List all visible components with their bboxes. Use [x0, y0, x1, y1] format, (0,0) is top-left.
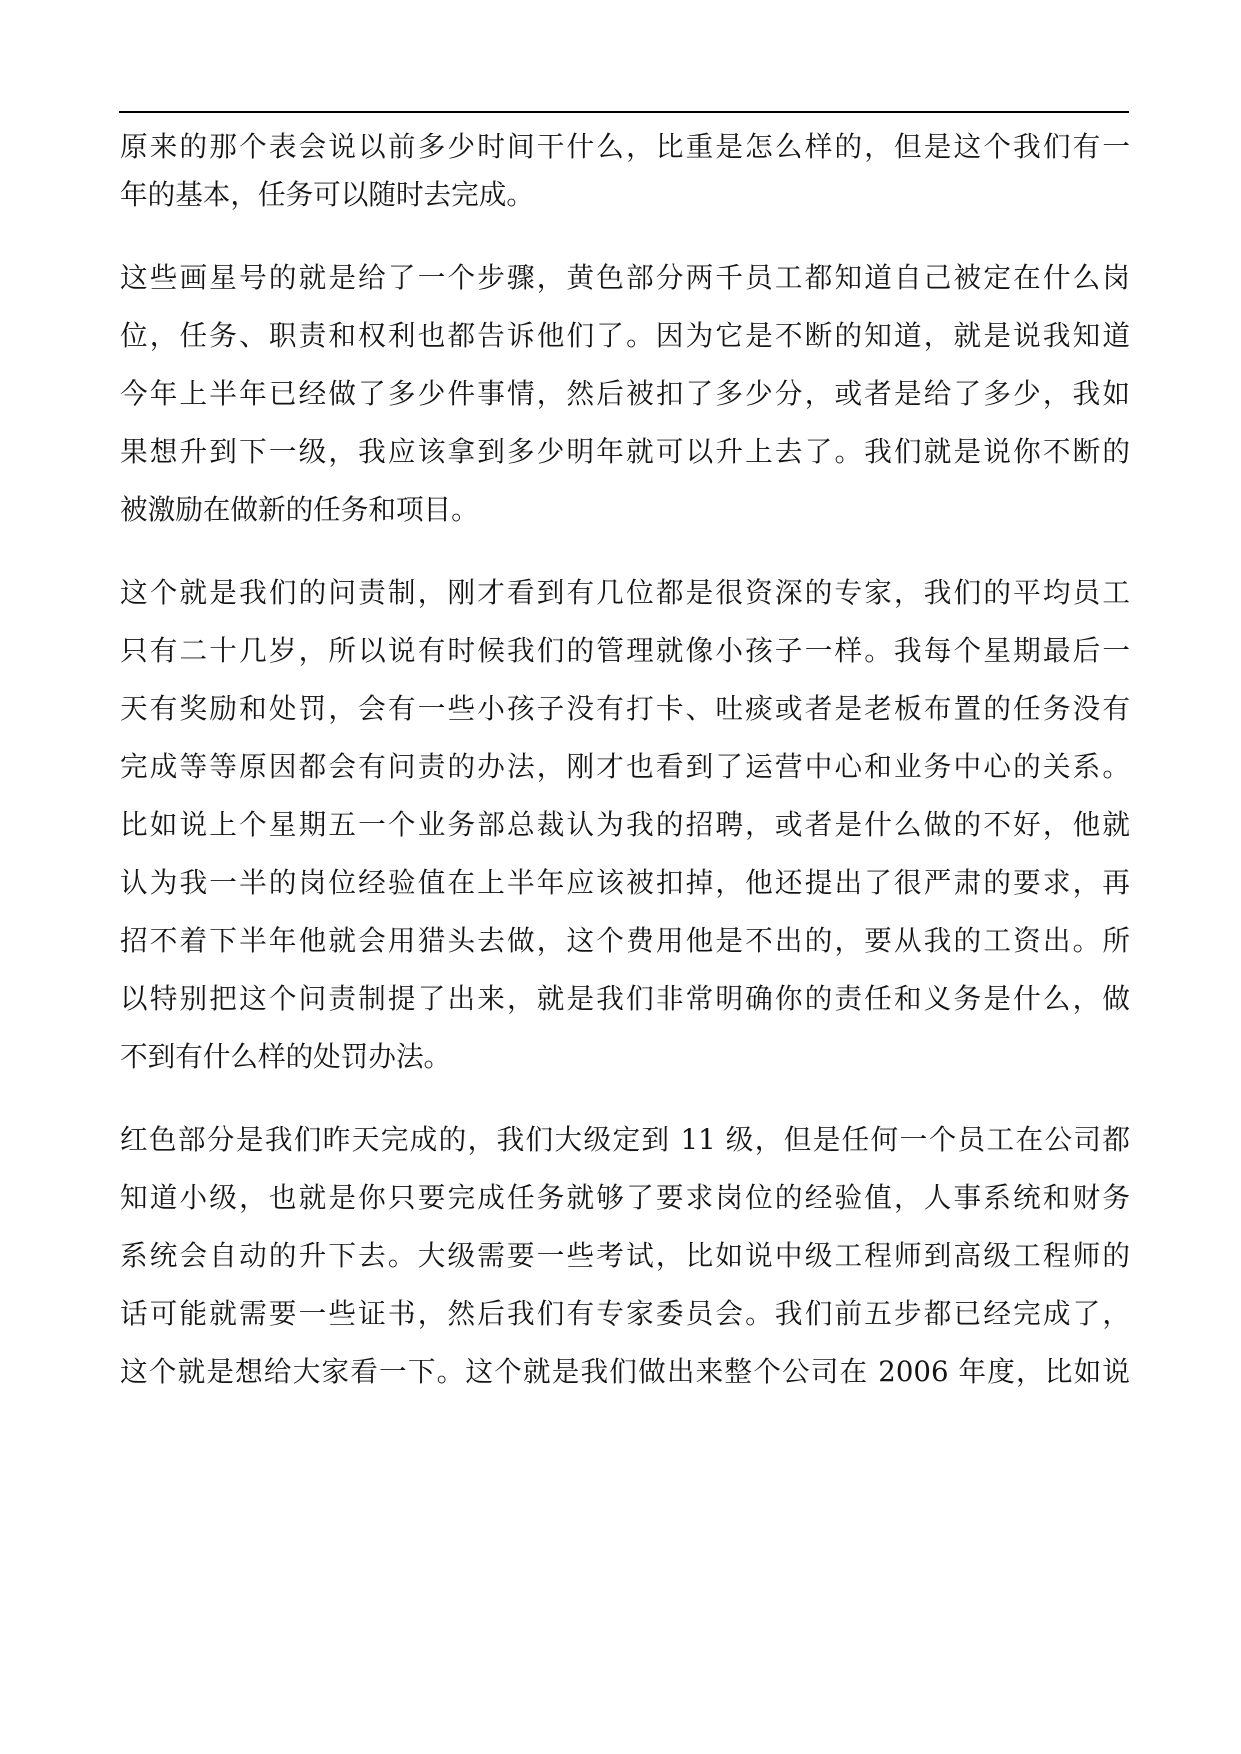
text-line: 话可能就需要一些证书，然后我们有专家委员会。我们前五步都已经完成了， [120, 1297, 1130, 1330]
text-line: 年的基本，任务可以随时去完成。 [120, 178, 534, 211]
text-line: 知道小级，也就是你只要完成任务就够了要求岗位的经验值，人事系统和财务 [120, 1181, 1130, 1214]
text-line: 这些画星号的就是给了一个步骤，黄色部分两千员工都知道自己被定在什么岗 [120, 261, 1130, 294]
text-line: 这个就是我们的问责制，刚才看到有几位都是很资深的专家，我们的平均员工 [120, 576, 1130, 609]
text-line: 被激励在做新的任务和项目。 [120, 493, 479, 526]
text-line: 原来的那个表会说以前多少时间干什么，比重是怎么样的，但是这个我们有一 [120, 130, 1130, 163]
text-line: 招不着下半年他就会用猎头去做，这个费用他是不出的，要从我的工资出。所 [120, 924, 1130, 957]
text-line: 系统会自动的升下去。大级需要一些考试，比如说中级工程师到高级工程师的 [120, 1239, 1130, 1272]
text-line: 以特别把这个问责制提了出来，就是我们非常明确你的责任和义务是什么，做 [120, 982, 1130, 1015]
header-rule [119, 111, 1129, 113]
text-line: 位，任务、职责和权利也都告诉他们了。因为它是不断的知道，就是说我知道 [120, 319, 1130, 352]
text-line: 这个就是想给大家看一下。这个就是我们做出来整个公司在 2006 年度，比如说 [120, 1355, 1130, 1388]
text-line: 认为我一半的岗位经验值在上半年应该被扣掉，他还提出了很严肃的要求，再 [120, 866, 1130, 899]
text-line: 今年上半年已经做了多少件事情，然后被扣了多少分，或者是给了多少，我如 [120, 377, 1130, 410]
text-line: 天有奖励和处罚，会有一些小孩子没有打卡、吐痰或者是老板布置的任务没有 [120, 692, 1130, 725]
text-line: 完成等等原因都会有问责的办法，刚才也看到了运营中心和业务中心的关系。 [120, 750, 1130, 783]
text-line: 红色部分是我们昨天完成的，我们大级定到 11 级，但是任何一个员工在公司都 [120, 1123, 1130, 1156]
text-line: 果想升到下一级，我应该拿到多少明年就可以升上去了。我们就是说你不断的 [120, 435, 1130, 468]
text-line: 只有二十几岁，所以说有时候我们的管理就像小孩子一样。我每个星期最后一 [120, 634, 1130, 667]
text-line: 比如说上个星期五一个业务部总裁认为我的招聘，或者是什么做的不好，他就 [120, 808, 1130, 841]
text-line: 不到有什么样的处罚办法。 [120, 1040, 452, 1073]
